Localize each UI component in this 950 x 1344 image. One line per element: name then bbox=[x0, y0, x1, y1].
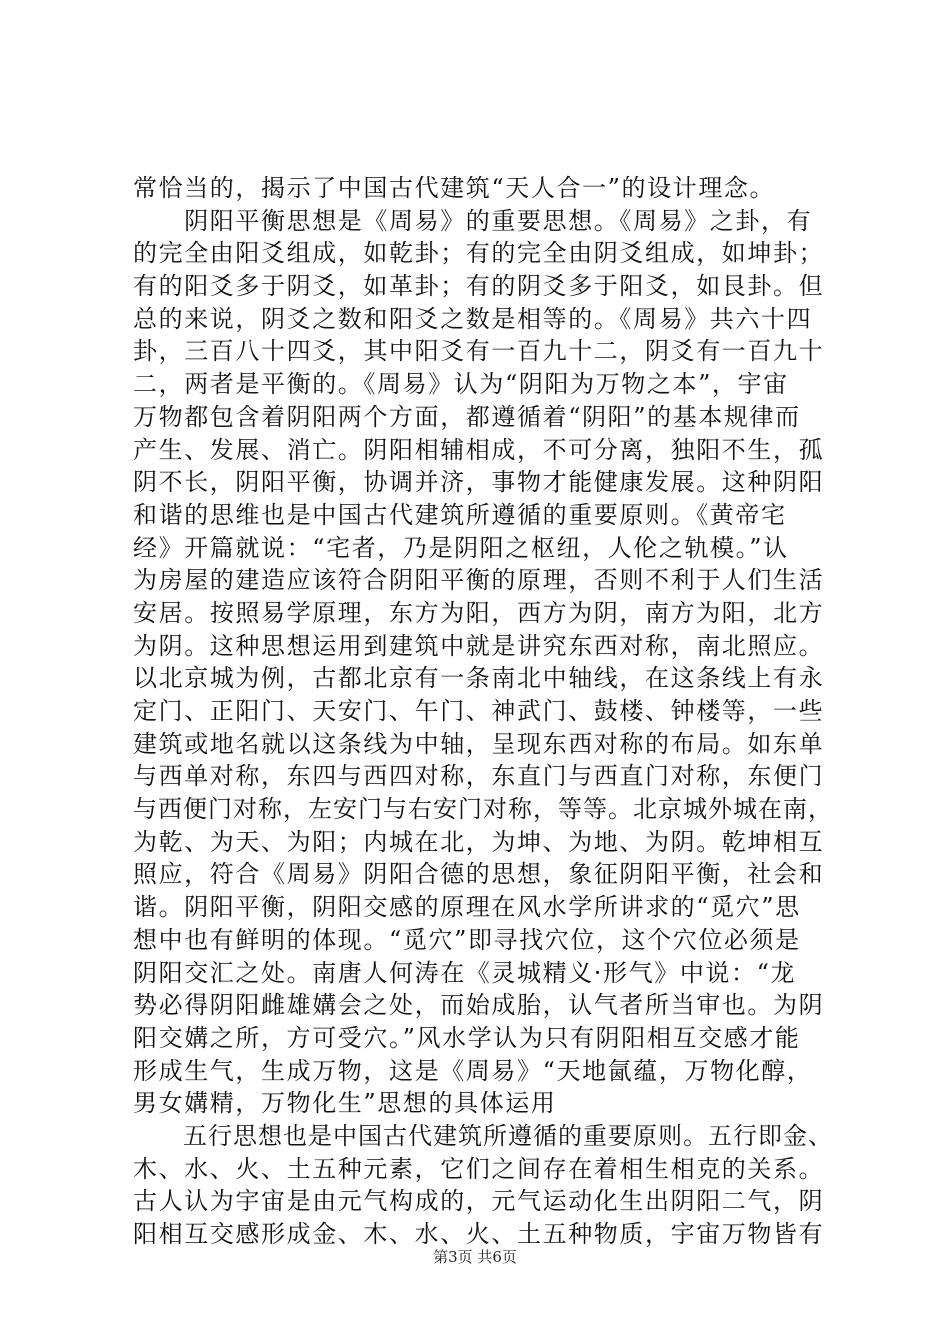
text-line: 为乾、为天、为阳；内城在北，为坤、为地、为阴。乾坤相互 bbox=[133, 827, 825, 856]
text-line: 与西便门对称，左安门与右安门对称，等等。北京城外城在南， bbox=[133, 795, 833, 824]
text-line: 阳相互交感形成金、木、水、火、土五种物质，宇宙万物皆有 bbox=[133, 1220, 825, 1248]
text-line: 二，两者是平衡的。《周易》认为“阴阳为万物之本”，宇宙 bbox=[133, 370, 789, 399]
text-line: 想中也有鲜明的体现。“觅穴”即寻找穴位，这个穴位必须是 bbox=[133, 925, 801, 954]
text-line: 以北京城为例，古都北京有一条南北中轴线，在这条线上有永 bbox=[133, 664, 825, 693]
text-line: 卦，三百八十四爻，其中阳爻有一百九十二，阴爻有一百九十 bbox=[133, 337, 825, 366]
body-text bbox=[133, 172, 833, 1251]
text-line: 木、水、火、土五种元素，它们之间存在着相生相克的关系。 bbox=[133, 1154, 825, 1183]
text-line: 建筑或地名就以这条线为中轴，呈现东西对称的布局。如东单 bbox=[133, 729, 825, 758]
text-line: 经》开篇就说：“宅者，乃是阴阳之枢纽，人伦之轨模。”认 bbox=[133, 533, 789, 562]
text-line: 定门、正阳门、天安门、午门、神武门、鼓楼、钟楼等，一些 bbox=[133, 697, 825, 725]
text-line: 与西单对称，东四与西四对称，东直门与西直门对称，东便门 bbox=[133, 762, 825, 791]
text-line: 势必得阴阳雌雄媾会之处，而始成胎，认气者所当审也。为阴 bbox=[133, 991, 825, 1020]
text-line: 形成生气，生成万物，这是《周易》“天地氤蕴，万物化醇， bbox=[133, 1056, 813, 1085]
text-line: 万物都包含着阴阳两个方面，都遵循着“阴阳”的基本规律而 bbox=[133, 402, 801, 431]
text-line: 产生、发展、消亡。阴阳相辅相成，不可分离，独阳不生，孤 bbox=[133, 435, 825, 464]
text-line: 安居。按照易学原理，东方为阳，西方为阴，南方为阳，北方 bbox=[133, 598, 825, 627]
text-line: 古人认为宇宙是由元气构成的，元气运动化生出阴阳二气，阴 bbox=[133, 1187, 825, 1216]
text-line: 常恰当的，揭示了中国古代建筑“天人合一”的设计理念。 bbox=[133, 174, 776, 202]
text-line: 谐。阴阳平衡，阴阳交感的原理在风水学所讲求的“觅穴”思 bbox=[133, 893, 801, 922]
text-line: 和谐的思维也是中国古代建筑所遵循的重要原则。《黄帝宅 bbox=[133, 500, 787, 529]
text-line: 有的阳爻多于阴爻，如革卦；有的阴爻多于阳爻，如艮卦。但 bbox=[133, 272, 825, 301]
text-line: 总的来说，阴爻之数和阳爻之数是相等的。《周易》共六十四 bbox=[133, 304, 813, 333]
text-line: 阳交媾之所，方可受穴。”风水学认为只有阴阳相互交感才能 bbox=[133, 1023, 801, 1052]
text-line: 为阴。这种思想运用到建筑中就是讲究东西对称，南北照应。 bbox=[133, 631, 825, 660]
text-line: 阴不长，阴阳平衡，协调并济，事物才能健康发展。这种阴阳 bbox=[133, 468, 825, 497]
text-line: 阴阳平衡思想是《周易》的重要思想。《周易》之卦，有 bbox=[133, 206, 813, 235]
page-footer: 第3页 共6页 bbox=[433, 1248, 517, 1266]
text-line: 的完全由阳爻组成，如乾卦；有的完全由阴爻组成，如坤卦； bbox=[133, 239, 825, 268]
text-line: 阴阳交汇之处。南唐人何涛在《灵城精义·形气》中说：“龙 bbox=[133, 958, 797, 987]
text-line: 照应，符合《周易》阴阳合德的思想，象征阴阳平衡，社会和 bbox=[133, 860, 825, 889]
text-line: 五行思想也是中国古代建筑所遵循的重要原则。五行即金、 bbox=[133, 1121, 833, 1150]
text-line: 男女媾精，万物化生”思想的具体运用 bbox=[133, 1089, 557, 1118]
text-line: 为房屋的建造应该符合阴阳平衡的原理，否则不利于人们生活 bbox=[133, 566, 825, 595]
